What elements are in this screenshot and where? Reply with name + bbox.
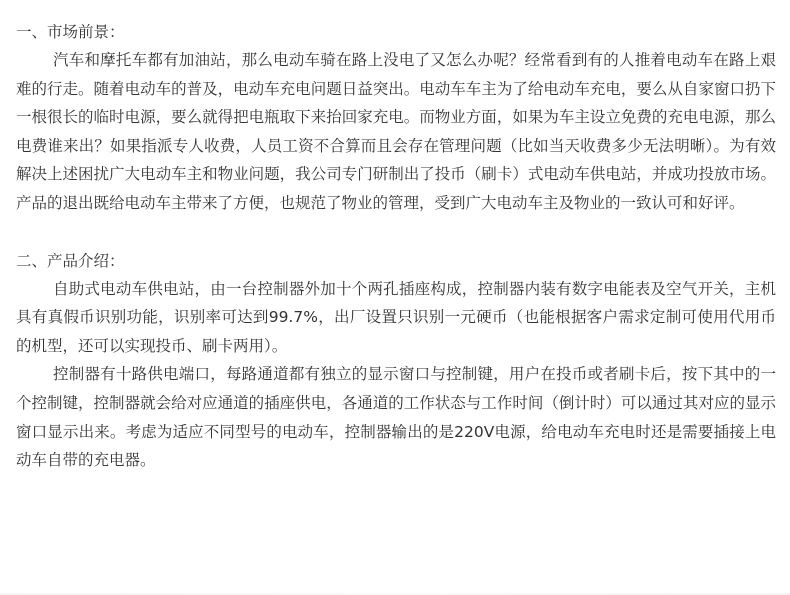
product-intro-paragraph-1: 自助式电动车供电站，由一台控制器外加十个两孔插座构成，控制器内装有数字电能表及空气开关，主机具有真假币识别功能，识别率可达到99.7%，出厂设置只识别一元硬币（也能根据客户需求定制可使用代用币的机型，还可以实现投币、刷卡两用）。 [16,279,776,355]
section-divider-space [16,218,776,247]
market-outlook-paragraph: 汽车和摩托车都有加油站，那么电动车骑在路上没电了又怎么办呢？经常看到有的人推着电动车在路上艰难的行走。随着电动车的普及，电动车充电问题日益突出。电动车车主为了给电动车充电，要么从自家窗口扔下一根很长的临时电源，要么就得把电瓶取下来抬回家充电。而物业方面，如果为车主设立免费的充电电源，那么电费谁来出？如果指派专人收费，人员工资不合算而且会存在管理问题（比如当天收费多少无法明晰）。为有效解决上述困扰广大电动车主和物业问题，我公司专门研制出了投币（刷卡）式电动车供电站，并成功投放市场。产品的退出既给电动车主带来了方便，也规范了物业的管理，受到广大电动车主及物业的一致认可和好评。 [16,51,776,212]
section-heading-product-intro: 二、产品介绍： [16,251,125,270]
section-market-outlook [16,18,776,218]
product-intro-paragraph-2: 控制器有十路供电端口，每路通道都有独立的显示窗口与控制键，用户在投币或者刷卡后，按下其中的一个控制键，控制器就会给对应通道的插座供电，各通道的工作状态与工作时间（倒计时）可以通过其对应的显示窗口显示出来。考虑为适应不同型号的电动车，控制器输出的是220V电源，给电动车充电时还是需要插接上电动车自带的充电器。 [16,365,776,470]
document-body [16,18,776,475]
section-heading-market-outlook: 一、市场前景： [16,23,125,41]
section-product-intro [16,247,776,475]
